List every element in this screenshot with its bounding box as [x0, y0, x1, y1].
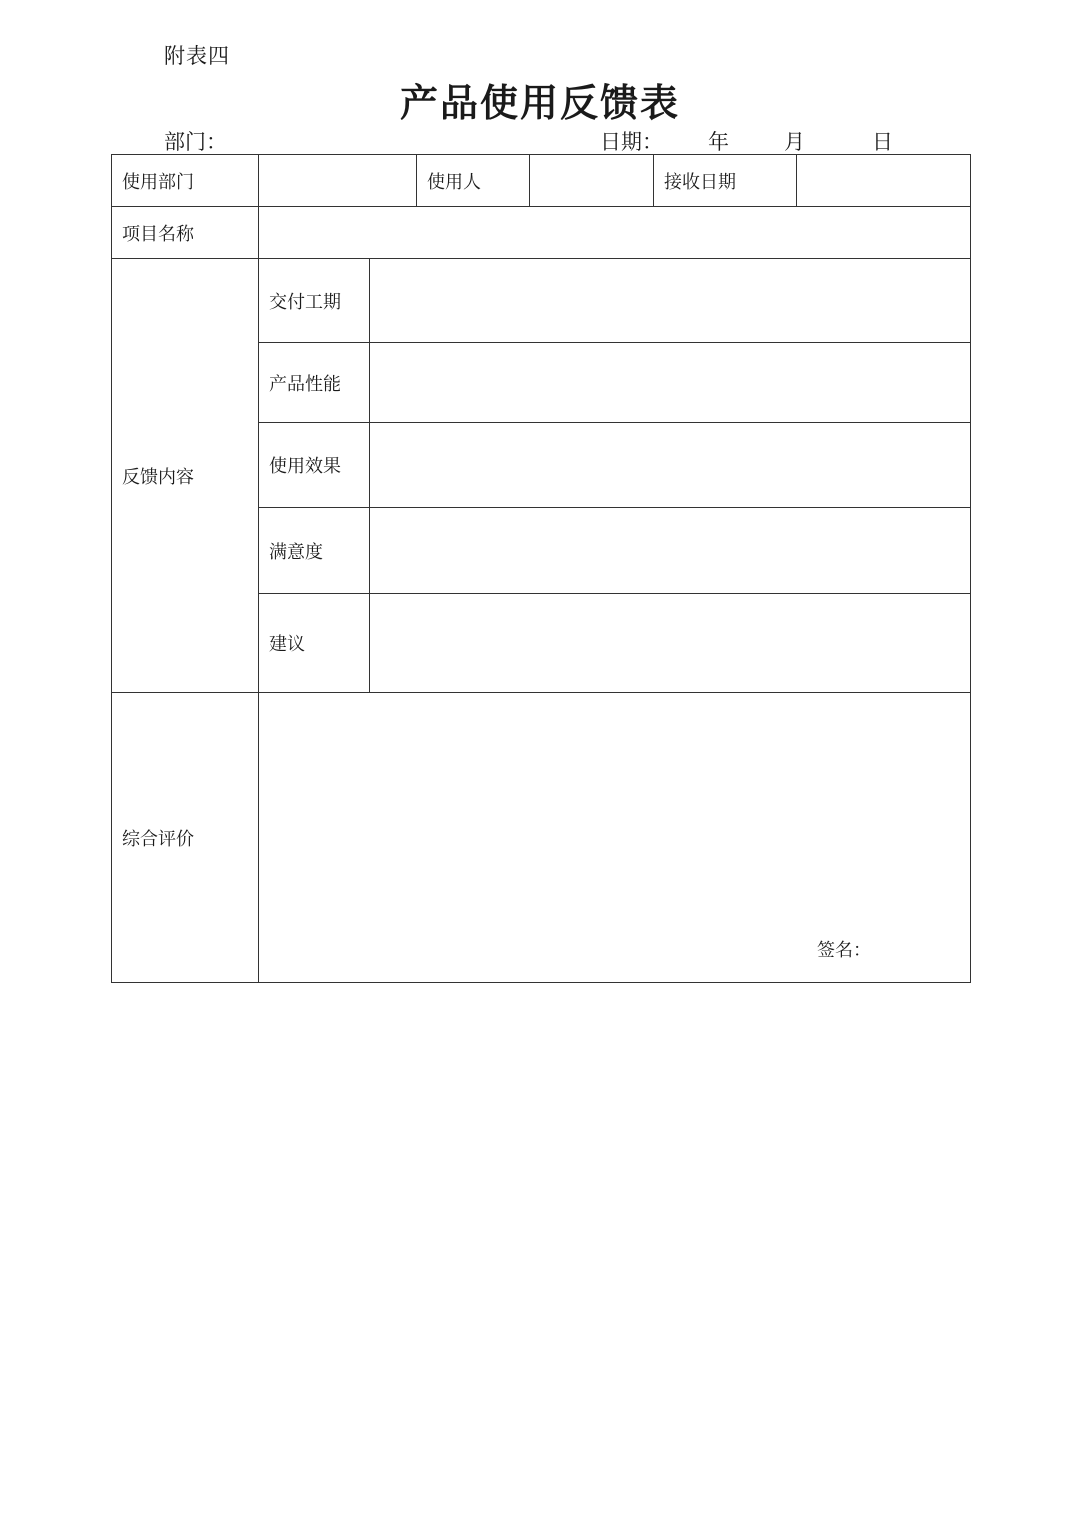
- feedback-item-label: 建议: [259, 594, 370, 693]
- feedback-item-field[interactable]: [370, 423, 971, 508]
- signature-label: 签名：: [817, 940, 871, 961]
- table-row: [112, 207, 971, 259]
- use-department-field[interactable]: [259, 155, 417, 207]
- feedback-content-label: 反馈内容: [112, 259, 259, 693]
- feedback-item-label: 交付工期: [259, 259, 370, 343]
- appendix-label: 附表四: [164, 44, 230, 68]
- feedback-form-table: [111, 154, 971, 983]
- table-row: [112, 259, 971, 343]
- use-department-label: 使用部门: [112, 155, 259, 207]
- feedback-item-field[interactable]: [370, 259, 971, 343]
- feedback-item-field[interactable]: [370, 594, 971, 693]
- overall-evaluation-field[interactable]: [259, 693, 971, 983]
- receive-date-field[interactable]: [797, 155, 971, 207]
- day-label: 日: [872, 130, 893, 154]
- feedback-item-label: 使用效果: [259, 423, 370, 508]
- month-label: 月: [784, 130, 805, 154]
- form-title: 产品使用反馈表: [399, 80, 680, 125]
- project-name-field[interactable]: [259, 207, 971, 259]
- user-label: 使用人: [417, 155, 530, 207]
- receive-date-label: 接收日期: [654, 155, 797, 207]
- project-name-label: 项目名称: [112, 207, 259, 259]
- user-field[interactable]: [530, 155, 654, 207]
- feedback-item-label: 产品性能: [259, 343, 370, 423]
- year-label: 年: [708, 130, 729, 154]
- department-label: 部门：: [164, 130, 227, 154]
- date-label: 日期：: [600, 130, 663, 154]
- feedback-item-label: 满意度: [259, 508, 370, 594]
- overall-evaluation-label: 综合评价: [112, 693, 259, 983]
- feedback-item-field[interactable]: [370, 508, 971, 594]
- table-row: [112, 693, 971, 983]
- feedback-item-field[interactable]: [370, 343, 971, 423]
- table-row: [112, 155, 971, 207]
